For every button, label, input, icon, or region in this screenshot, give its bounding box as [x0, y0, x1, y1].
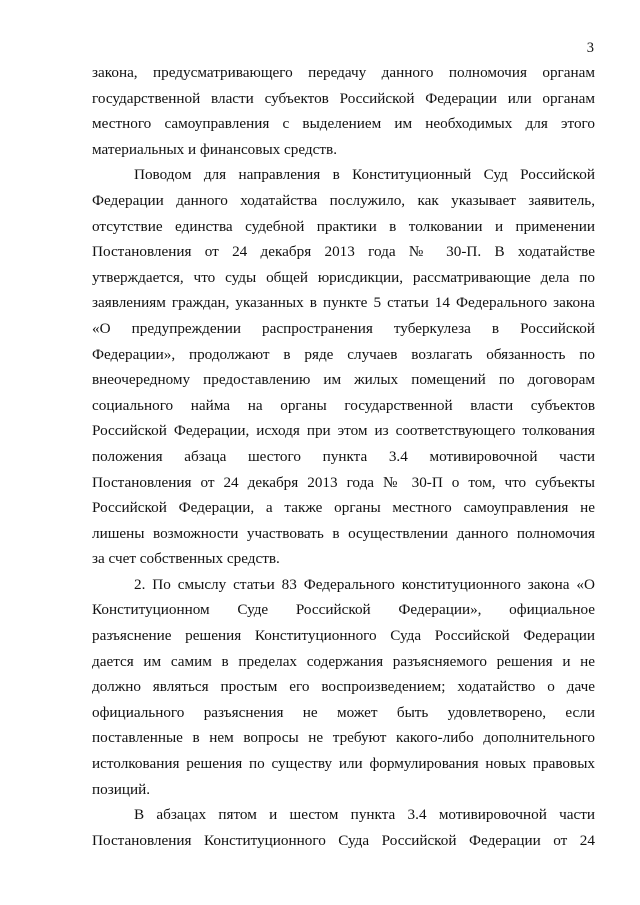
paragraph [92, 60, 595, 162]
text-line: истолкования решения по существу или формулирования новых правовых [92, 755, 595, 773]
paragraph [92, 162, 595, 572]
text-line: Федерации», продолжают в ряде случаев возлагать обязанность по [92, 345, 595, 363]
text-line: 2. По смыслу статьи 83 Федерального конституционного закона «О [134, 575, 595, 593]
text-line: дается им самим в пределах содержания разъясняемого решения и не [92, 652, 595, 670]
paragraph [92, 572, 595, 802]
text-line: «О предупреждении распространения туберкулеза в Российской [92, 319, 595, 337]
text-line: Постановления от 24 декабря 2013 года № 30-П. В ходатайстве [92, 243, 595, 261]
text-line: Российской Федерации, исходя при этом из соответствующего толкования [92, 422, 595, 440]
text-line: Федерации данного ходатайства послужило, как указывает заявитель, [92, 191, 595, 209]
text-line: государственной власти субъектов Российской Федерации или органам [92, 89, 595, 107]
text-line: положения абзаца шестого пункта 3.4 мотивировочной части [92, 447, 595, 465]
text-line: утверждается, что суды общей юрисдикции, рассматривающие дела по [92, 268, 595, 286]
text-line: Постановления от 24 декабря 2013 года № 30-П о том, что субъекты [92, 473, 595, 491]
document-body [92, 60, 595, 853]
text-line: закона, предусматривающего передачу данного полномочия органам [92, 64, 595, 81]
text-line: заявлениям граждан, указанных в пункте 5 статьи 14 Федерального закона [92, 294, 595, 312]
text-line: социального найма на органы государственной власти субъектов [92, 396, 595, 414]
text-line: официального разъяснения не может быть удовлетворено, если [92, 703, 595, 721]
text-line: местного самоуправления с выделением им необходимых для этого [92, 115, 595, 133]
text-line: Постановления Конституционного Суда Российской Федерации от 24 [92, 831, 595, 849]
text-line: разъяснение решения Конституционного Суда Российской Федерации [92, 627, 595, 645]
text-line: позиций. [92, 780, 151, 798]
text-line: Поводом для направления в Конституционный Суд Российской [134, 166, 595, 184]
text-line: внеочередному предоставлению им жилых помещений по договорам [92, 371, 595, 389]
text-line: отсутствие единства судебной практики в толковании и применении [92, 217, 595, 235]
text-line: лишены возможности участвовать в осуществлении данного полномочия [92, 524, 595, 542]
text-line: за счет собственных средств. [92, 550, 280, 568]
page-number: 3 [586, 40, 594, 56]
text-line: должно являться простым его воспроизведением; ходатайство о даче [92, 678, 595, 696]
text-line: материальных и финансовых средств. [92, 140, 337, 158]
text-line: В абзацах пятом и шестом пункта 3.4 мотивировочной части [134, 806, 595, 824]
text-line: Российской Федерации, а также органы местного самоуправления не [92, 499, 595, 517]
text-line: Конституционном Суде Российской Федерации», официальное [92, 601, 595, 619]
text-line: поставленные в нем вопросы не требуют какого-либо дополнительного [92, 729, 595, 747]
paragraph [92, 802, 595, 853]
